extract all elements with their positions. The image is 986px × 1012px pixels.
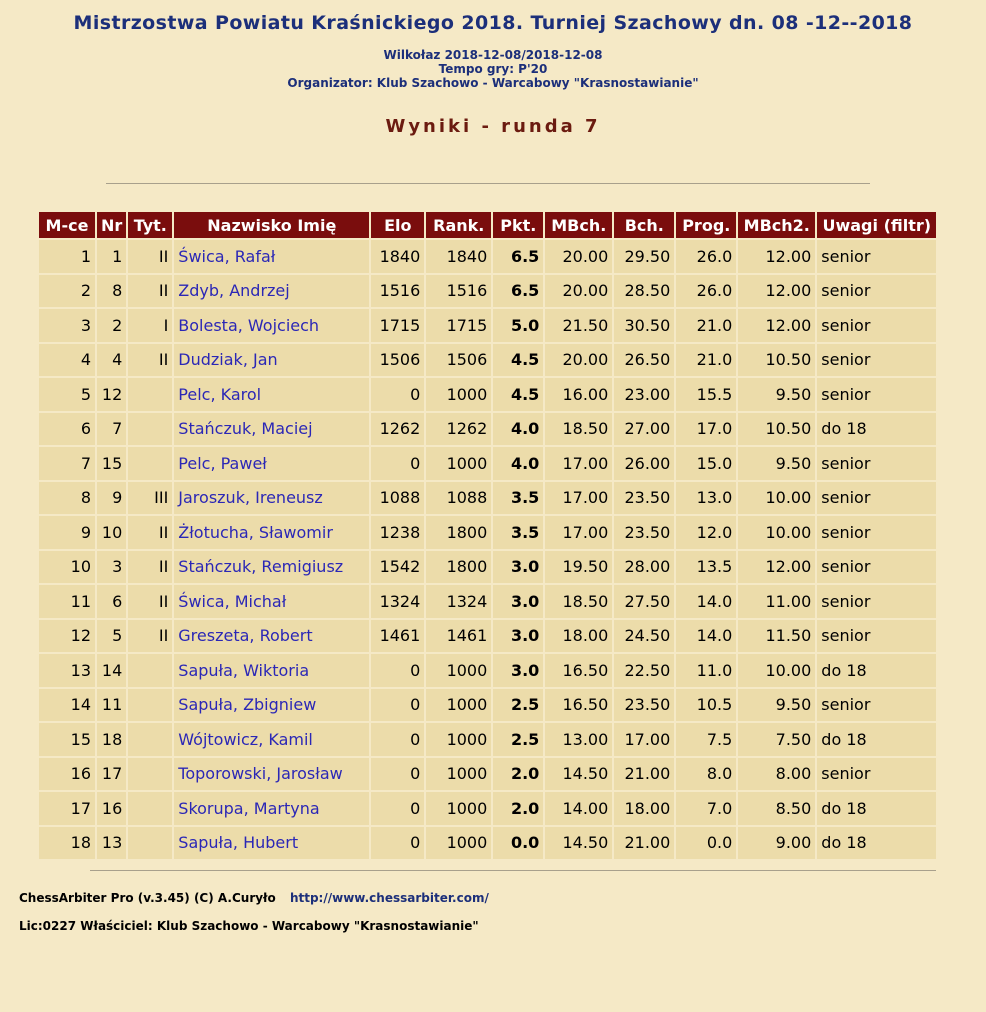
cell-rank: 1000 (426, 447, 491, 480)
divider-top (106, 183, 870, 184)
cell-mbch: 19.50 (545, 551, 612, 584)
cell-mbch: 17.00 (545, 516, 612, 549)
cell-place: 13 (39, 654, 95, 687)
cell-rank: 1840 (426, 240, 491, 273)
cell-place: 3 (39, 309, 95, 342)
cell-name[interactable]: Sapuła, Hubert (174, 827, 369, 860)
col-header-mbch2: MBch2. (738, 212, 815, 238)
cell-nr: 8 (97, 275, 126, 308)
cell-points: 4.0 (493, 447, 543, 480)
cell-name[interactable]: Zdyb, Andrzej (174, 275, 369, 308)
cell-points: 0.0 (493, 827, 543, 860)
cell-title: II (128, 275, 172, 308)
footer-software (19, 891, 489, 905)
cell-notes: do 18 (817, 827, 936, 860)
cell-elo: 1516 (371, 275, 424, 308)
cell-nr: 12 (97, 378, 126, 411)
cell-rank: 1800 (426, 551, 491, 584)
cell-name[interactable]: Bolesta, Wojciech (174, 309, 369, 342)
cell-elo: 1506 (371, 344, 424, 377)
cell-mbch2: 9.50 (738, 378, 815, 411)
cell-title: II (128, 344, 172, 377)
col-header-place: M-ce (39, 212, 95, 238)
cell-title (128, 792, 172, 825)
cell-mbch: 17.00 (545, 482, 612, 515)
cell-notes: senior (817, 482, 936, 515)
cell-name[interactable]: Sapuła, Zbigniew (174, 689, 369, 722)
cell-elo: 0 (371, 723, 424, 756)
cell-notes: senior (817, 447, 936, 480)
cell-nr: 9 (97, 482, 126, 515)
cell-bch: 24.50 (614, 620, 674, 653)
divider-bottom (90, 870, 936, 871)
cell-prog: 21.0 (676, 309, 736, 342)
cell-bch: 30.50 (614, 309, 674, 342)
cell-notes: senior (817, 585, 936, 618)
cell-nr: 11 (97, 689, 126, 722)
cell-mbch2: 11.50 (738, 620, 815, 653)
cell-mbch: 16.50 (545, 689, 612, 722)
cell-mbch2: 12.00 (738, 240, 815, 273)
cell-mbch2: 11.00 (738, 585, 815, 618)
cell-points: 5.0 (493, 309, 543, 342)
cell-bch: 23.50 (614, 516, 674, 549)
cell-rank: 1461 (426, 620, 491, 653)
col-header-mbch: MBch. (545, 212, 612, 238)
cell-prog: 17.0 (676, 413, 736, 446)
cell-elo: 0 (371, 792, 424, 825)
cell-mbch2: 10.50 (738, 413, 815, 446)
cell-rank: 1516 (426, 275, 491, 308)
cell-elo: 1542 (371, 551, 424, 584)
cell-title: II (128, 240, 172, 273)
cell-name[interactable]: Skorupa, Martyna (174, 792, 369, 825)
cell-nr: 6 (97, 585, 126, 618)
cell-notes: senior (817, 344, 936, 377)
cell-notes: senior (817, 620, 936, 653)
table-row (39, 378, 936, 411)
cell-mbch: 17.00 (545, 447, 612, 480)
cell-place: 17 (39, 792, 95, 825)
cell-points: 3.0 (493, 654, 543, 687)
cell-mbch: 14.00 (545, 792, 612, 825)
col-header-bch: Bch. (614, 212, 674, 238)
cell-notes: do 18 (817, 413, 936, 446)
cell-nr: 7 (97, 413, 126, 446)
cell-place: 5 (39, 378, 95, 411)
cell-mbch2: 12.00 (738, 309, 815, 342)
cell-prog: 21.0 (676, 344, 736, 377)
cell-elo: 1840 (371, 240, 424, 273)
cell-place: 12 (39, 620, 95, 653)
cell-bch: 26.00 (614, 447, 674, 480)
table-row (39, 344, 936, 377)
cell-elo: 1461 (371, 620, 424, 653)
cell-mbch2: 10.00 (738, 516, 815, 549)
cell-bch: 22.50 (614, 654, 674, 687)
cell-mbch: 20.00 (545, 275, 612, 308)
cell-mbch: 13.00 (545, 723, 612, 756)
cell-rank: 1000 (426, 689, 491, 722)
cell-bch: 23.00 (614, 378, 674, 411)
cell-bch: 23.50 (614, 482, 674, 515)
cell-bch: 23.50 (614, 689, 674, 722)
cell-name[interactable]: Stańczuk, Remigiusz (174, 551, 369, 584)
table-row (39, 551, 936, 584)
cell-points: 3.5 (493, 482, 543, 515)
cell-name[interactable]: Stańczuk, Maciej (174, 413, 369, 446)
cell-mbch2: 10.50 (738, 344, 815, 377)
cell-mbch2: 8.00 (738, 758, 815, 791)
cell-prog: 7.0 (676, 792, 736, 825)
cell-elo: 1238 (371, 516, 424, 549)
round-title: Wyniki - runda 7 (385, 116, 601, 137)
cell-name[interactable]: Wójtowicz, Kamil (174, 723, 369, 756)
table-row (39, 723, 936, 756)
cell-notes: do 18 (817, 654, 936, 687)
cell-place: 11 (39, 585, 95, 618)
cell-nr: 3 (97, 551, 126, 584)
results-table (37, 210, 938, 861)
cell-notes: senior (817, 689, 936, 722)
organizer: Organizator: Klub Szachowo - Warcabowy "Krasnostawianie" (287, 76, 699, 90)
cell-nr: 15 (97, 447, 126, 480)
cell-name[interactable]: Świca, Rafał (174, 240, 369, 273)
cell-mbch2: 9.00 (738, 827, 815, 860)
cell-place: 7 (39, 447, 95, 480)
cell-mbch2: 9.50 (738, 447, 815, 480)
cell-bch: 18.00 (614, 792, 674, 825)
cell-nr: 17 (97, 758, 126, 791)
cell-place: 8 (39, 482, 95, 515)
cell-rank: 1262 (426, 413, 491, 446)
cell-place: 2 (39, 275, 95, 308)
cell-title (128, 827, 172, 860)
cell-nr: 10 (97, 516, 126, 549)
table-row (39, 792, 936, 825)
cell-points: 3.5 (493, 516, 543, 549)
cell-prog: 26.0 (676, 240, 736, 273)
tournament-meta (0, 48, 986, 90)
cell-notes: do 18 (817, 792, 936, 825)
cell-name[interactable]: Pelc, Paweł (174, 447, 369, 480)
col-header-name: Nazwisko Imię (174, 212, 369, 238)
col-header-title: Tyt. (128, 212, 172, 238)
cell-points: 2.0 (493, 758, 543, 791)
cell-bch: 28.00 (614, 551, 674, 584)
cell-mbch2: 12.00 (738, 551, 815, 584)
cell-name[interactable]: Dudziak, Jan (174, 344, 369, 377)
cell-title (128, 378, 172, 411)
cell-notes: senior (817, 516, 936, 549)
cell-name[interactable]: Toporowski, Jarosław (174, 758, 369, 791)
cell-mbch2: 10.00 (738, 654, 815, 687)
cell-prog: 0.0 (676, 827, 736, 860)
cell-points: 6.5 (493, 275, 543, 308)
cell-nr: 13 (97, 827, 126, 860)
tempo: Tempo gry: P'20 (438, 62, 548, 76)
cell-name[interactable]: Świca, Michał (174, 585, 369, 618)
table-row (39, 482, 936, 515)
cell-rank: 1000 (426, 654, 491, 687)
col-header-points: Pkt. (493, 212, 543, 238)
table-row (39, 516, 936, 549)
cell-place: 9 (39, 516, 95, 549)
table-row (39, 758, 936, 791)
table-row (39, 620, 936, 653)
cell-rank: 1000 (426, 723, 491, 756)
cell-prog: 13.0 (676, 482, 736, 515)
cell-prog: 26.0 (676, 275, 736, 308)
cell-place: 14 (39, 689, 95, 722)
cell-mbch: 14.50 (545, 758, 612, 791)
table-row (39, 413, 936, 446)
cell-bch: 26.50 (614, 344, 674, 377)
location-dates: Wilkołaz 2018-12-08/2018-12-08 (383, 48, 603, 62)
cell-bch: 21.00 (614, 758, 674, 791)
cell-notes: senior (817, 309, 936, 342)
cell-notes: senior (817, 551, 936, 584)
cell-elo: 1088 (371, 482, 424, 515)
cell-mbch: 18.50 (545, 585, 612, 618)
cell-title: II (128, 551, 172, 584)
table-row (39, 689, 936, 722)
cell-prog: 14.0 (676, 620, 736, 653)
cell-place: 16 (39, 758, 95, 791)
cell-title: III (128, 482, 172, 515)
cell-mbch2: 9.50 (738, 689, 815, 722)
cell-rank: 1800 (426, 516, 491, 549)
cell-notes: senior (817, 240, 936, 273)
cell-elo: 1715 (371, 309, 424, 342)
cell-name[interactable]: Jaroszuk, Ireneusz (174, 482, 369, 515)
cell-rank: 1506 (426, 344, 491, 377)
col-header-nr: Nr (97, 212, 126, 238)
cell-nr: 2 (97, 309, 126, 342)
cell-elo: 1324 (371, 585, 424, 618)
cell-prog: 15.5 (676, 378, 736, 411)
cell-title (128, 447, 172, 480)
cell-name[interactable]: Pelc, Karol (174, 378, 369, 411)
cell-title (128, 723, 172, 756)
cell-place: 15 (39, 723, 95, 756)
cell-notes: senior (817, 378, 936, 411)
cell-bch: 29.50 (614, 240, 674, 273)
table-row (39, 309, 936, 342)
cell-points: 2.5 (493, 689, 543, 722)
cell-elo: 1262 (371, 413, 424, 446)
cell-title: I (128, 309, 172, 342)
cell-rank: 1000 (426, 792, 491, 825)
cell-prog: 12.0 (676, 516, 736, 549)
cell-elo: 0 (371, 758, 424, 791)
cell-elo: 0 (371, 689, 424, 722)
cell-points: 4.5 (493, 344, 543, 377)
cell-mbch: 16.50 (545, 654, 612, 687)
cell-name[interactable]: Żłotucha, Sławomir (174, 516, 369, 549)
cell-title (128, 758, 172, 791)
cell-title: II (128, 585, 172, 618)
cell-prog: 8.0 (676, 758, 736, 791)
col-header-elo: Elo (371, 212, 424, 238)
cell-mbch2: 12.00 (738, 275, 815, 308)
cell-points: 6.5 (493, 240, 543, 273)
cell-title (128, 413, 172, 446)
cell-prog: 11.0 (676, 654, 736, 687)
cell-elo: 0 (371, 447, 424, 480)
cell-notes: do 18 (817, 723, 936, 756)
header-row (39, 212, 936, 238)
cell-mbch: 18.00 (545, 620, 612, 653)
cell-elo: 0 (371, 654, 424, 687)
cell-mbch: 20.00 (545, 344, 612, 377)
table-row (39, 827, 936, 860)
cell-bch: 27.00 (614, 413, 674, 446)
cell-points: 2.5 (493, 723, 543, 756)
col-header-prog: Prog. (676, 212, 736, 238)
cell-prog: 10.5 (676, 689, 736, 722)
cell-mbch2: 8.50 (738, 792, 815, 825)
cell-bch: 21.00 (614, 827, 674, 860)
cell-rank: 1000 (426, 827, 491, 860)
cell-mbch: 21.50 (545, 309, 612, 342)
chessarbiter-link[interactable]: http://www.chessarbiter.com/ (289, 891, 489, 905)
footer-license: Lic:0227 Właściciel: Klub Szachowo - Warcabowy "Krasnostawianie" (19, 919, 479, 933)
cell-bch: 17.00 (614, 723, 674, 756)
cell-prog: 7.5 (676, 723, 736, 756)
col-header-rank: Rank. (426, 212, 491, 238)
cell-points: 4.0 (493, 413, 543, 446)
cell-mbch: 16.00 (545, 378, 612, 411)
cell-elo: 0 (371, 378, 424, 411)
cell-points: 3.0 (493, 551, 543, 584)
cell-title (128, 654, 172, 687)
cell-prog: 13.5 (676, 551, 736, 584)
cell-notes: senior (817, 275, 936, 308)
col-header-notes: Uwagi (filtr) (817, 212, 936, 238)
cell-bch: 28.50 (614, 275, 674, 308)
cell-rank: 1088 (426, 482, 491, 515)
cell-title: II (128, 620, 172, 653)
cell-nr: 18 (97, 723, 126, 756)
cell-elo: 0 (371, 827, 424, 860)
cell-mbch2: 7.50 (738, 723, 815, 756)
cell-notes: senior (817, 758, 936, 791)
cell-nr: 4 (97, 344, 126, 377)
cell-rank: 1000 (426, 378, 491, 411)
cell-points: 3.0 (493, 585, 543, 618)
cell-nr: 5 (97, 620, 126, 653)
cell-rank: 1000 (426, 758, 491, 791)
cell-place: 1 (39, 240, 95, 273)
cell-points: 2.0 (493, 792, 543, 825)
cell-nr: 16 (97, 792, 126, 825)
tournament-title: Mistrzostwa Powiatu Kraśnickiego 2018. Turniej Szachowy dn. 08 -12--2018 (73, 12, 913, 34)
cell-points: 4.5 (493, 378, 543, 411)
cell-bch: 27.50 (614, 585, 674, 618)
cell-nr: 14 (97, 654, 126, 687)
software-credit: ChessArbiter Pro (v.3.45) (C) A.Curyło (19, 891, 276, 905)
cell-nr: 1 (97, 240, 126, 273)
cell-mbch: 20.00 (545, 240, 612, 273)
cell-mbch: 14.50 (545, 827, 612, 860)
table-row (39, 240, 936, 273)
table-row (39, 275, 936, 308)
cell-mbch: 18.50 (545, 413, 612, 446)
cell-mbch2: 10.00 (738, 482, 815, 515)
cell-prog: 14.0 (676, 585, 736, 618)
cell-prog: 15.0 (676, 447, 736, 480)
cell-place: 10 (39, 551, 95, 584)
table-row (39, 447, 936, 480)
cell-place: 4 (39, 344, 95, 377)
cell-rank: 1324 (426, 585, 491, 618)
cell-title: II (128, 516, 172, 549)
cell-name[interactable]: Sapuła, Wiktoria (174, 654, 369, 687)
cell-title (128, 689, 172, 722)
cell-place: 18 (39, 827, 95, 860)
table-row (39, 585, 936, 618)
cell-place: 6 (39, 413, 95, 446)
cell-rank: 1715 (426, 309, 491, 342)
table-row (39, 654, 936, 687)
cell-points: 3.0 (493, 620, 543, 653)
cell-name[interactable]: Greszeta, Robert (174, 620, 369, 653)
